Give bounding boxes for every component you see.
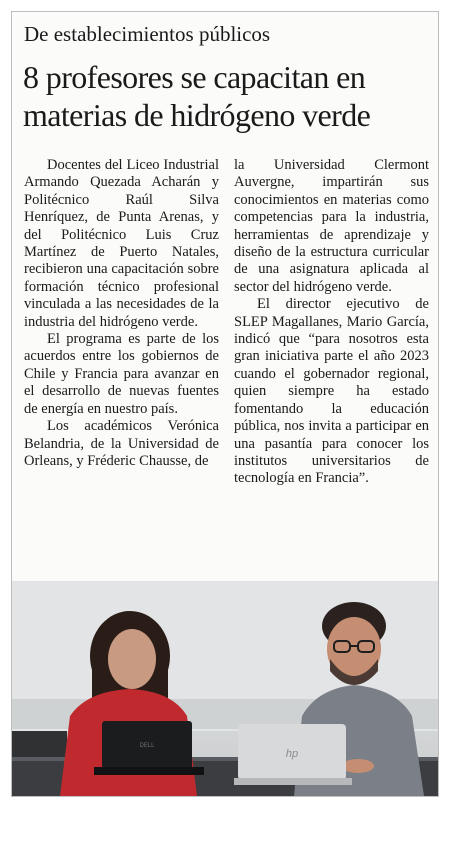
woman-face <box>108 629 156 689</box>
news-clipping <box>11 11 439 797</box>
paragraph-2: El programa es parte de los acuerdos entre los gobiernos de Chile y Francia para avanzar en el desarrollo de nuevas fuentes de energía en nuestro país. <box>24 331 219 417</box>
headline-line-2: materias de hidrógeno verde <box>23 97 371 133</box>
paragraph-1: Docentes del Liceo Industrial Armando Quezada Acharán y Politécnico Raúl Silva Henríquez, de Punta Arenas, y del Politécnico Luis Cruz Martínez de Puerto Natales, recibieron una capacitación sobre formación técnico profesional vinculada a las necesidades de la industria del hidrógeno verde. <box>24 157 219 330</box>
paragraph-4: El director ejecutivo de SLEP Magallanes, Mario García, indicó que “para nosotros esta gran iniciativa parte el año 2023 cuando el gobernador regional, quien siempre ha estado fomentando la educación pública, nos invita a participar en una pasantía para conocer los institutos universitarios de tecnología en Francia”. <box>234 296 429 487</box>
headline-line-1: 8 profesores se capacitan en <box>23 59 366 95</box>
column-left <box>24 157 219 470</box>
laptop-dark <box>94 721 204 775</box>
article-kicker: De establecimientos públicos <box>24 22 271 46</box>
column-right <box>234 157 429 488</box>
photo-illustration <box>12 581 438 796</box>
laptop-silver <box>234 724 352 785</box>
paragraph-3: Los académicos Verónica Belandria, de la Universidad de Orleans, y Fréderic Chausse, de <box>24 418 219 469</box>
article-photo <box>12 581 438 796</box>
svg-text:DELL: DELL <box>139 743 155 749</box>
paragraph-3-continued: la Universidad Clermont Auvergne, impartirán sus conocimientos en materias como competencias para la industria, herramientas de aprendizaje y diseño de la estructura curricular de una asignatura aplicada al sector del hidrógeno verde. <box>234 157 429 295</box>
article-headline <box>23 58 433 134</box>
svg-text:hp: hp <box>285 748 299 760</box>
